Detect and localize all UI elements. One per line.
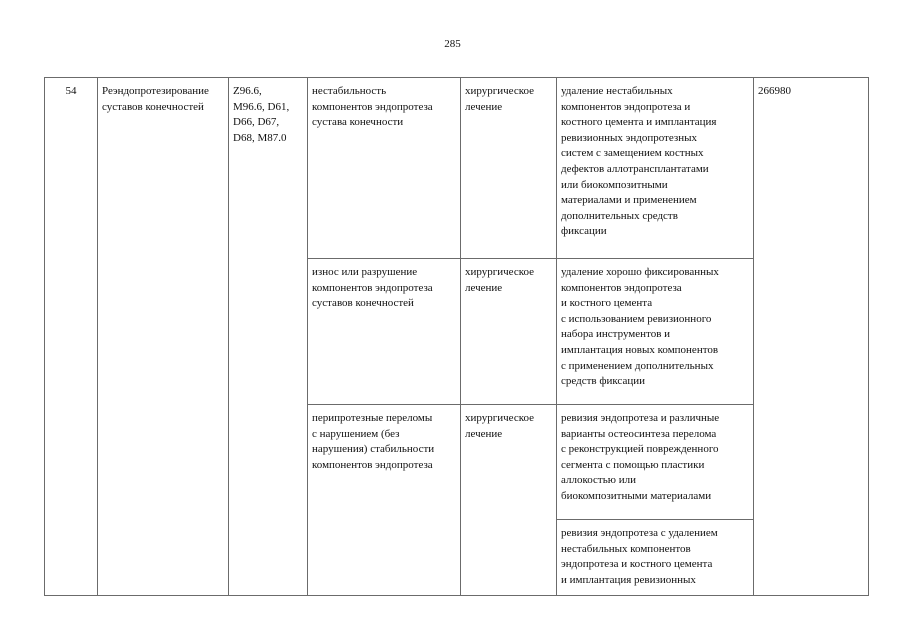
icd-codes-cell	[229, 78, 308, 596]
patient-model-line: компонентов эндопротеза	[312, 100, 433, 113]
treatment-method-line: фиксации	[561, 225, 607, 238]
treatment-type-cell	[461, 405, 557, 596]
page-number: 285	[444, 38, 461, 50]
treatment-method-line: с применением дополнительных	[561, 359, 714, 372]
row-number-cell	[45, 78, 98, 596]
treatment-method-line: нестабильных компонентов	[561, 542, 691, 555]
care-type-cell	[98, 78, 229, 596]
patient-model-line: нарушения) стабильности	[312, 443, 435, 456]
treatment-method-line: компонентов эндопротеза	[561, 281, 682, 294]
patient-model-line: суставов конечностей	[312, 297, 414, 310]
patient-model-line: износ или разрушение	[312, 266, 418, 278]
treatment-method-line: варианты остеосинтеза перелома	[561, 427, 717, 440]
treatment-method-cell	[557, 405, 754, 520]
treatment-type-line: лечение	[465, 100, 503, 113]
treatment-type-cell	[461, 259, 557, 405]
treatment-method-line: сегмента с помощью пластики	[561, 458, 705, 471]
icd-code-line: D68, M87.0	[233, 131, 287, 144]
treatment-method-cell	[557, 78, 754, 259]
treatment-method-line: биокомпозитными материалами	[561, 489, 712, 502]
icd-code-line: D66, D67,	[233, 116, 280, 129]
treatment-type-line: лечение	[465, 427, 503, 440]
treatment-method-cell	[557, 520, 754, 596]
treatment-method-line: с использованием ревизионного	[561, 312, 712, 325]
treatment-method-line: и костного цемента	[561, 297, 653, 310]
care-type-line: Реэндопротезирование	[102, 85, 209, 97]
treatment-method-line: систем с замещением костных	[561, 147, 704, 160]
row-number: 54	[65, 85, 77, 97]
patient-model-line: перипротезные переломы	[312, 412, 433, 424]
treatment-type-cell	[461, 78, 557, 259]
treatment-method-line: или биокомпозитными	[561, 178, 668, 191]
patient-model-cell	[308, 259, 461, 405]
table-row	[45, 78, 869, 259]
treatment-method-line: средств фиксации	[561, 375, 645, 388]
care-type-line: суставов конечностей	[102, 100, 204, 113]
patient-model-line: с нарушением (без	[312, 427, 400, 440]
treatment-method-line: материалами и применением	[561, 194, 697, 207]
treatment-method-line: аллокостью или	[561, 474, 636, 487]
price-value: 266980	[758, 85, 791, 97]
treatment-method-line: имплантация новых компонентов	[561, 343, 719, 356]
treatment-type-line: хирургическое	[465, 412, 535, 424]
treatment-method-line: с реконструкцией поврежденного	[561, 443, 719, 456]
treatment-method-line: набора инструментов и	[561, 328, 671, 341]
treatment-method-line: дополнительных средств	[561, 209, 678, 222]
treatment-method-line: эндопротеза и костного цемента	[561, 558, 713, 571]
patient-model-cell	[308, 78, 461, 259]
treatment-method-line: удаление нестабильных	[561, 85, 673, 97]
icd-code-line: Z96.6,	[233, 85, 262, 97]
treatment-method-line: ревизия эндопротеза и различные	[561, 412, 720, 424]
treatment-type-line: хирургическое	[465, 266, 535, 278]
treatment-method-line: удаление хорошо фиксированных	[561, 266, 719, 278]
patient-model-line: сустава конечности	[312, 116, 404, 129]
patient-model-line: компонентов эндопротеза	[312, 281, 433, 294]
treatment-method-line: ревизионных эндопротезных	[561, 131, 698, 144]
treatment-method-line: дефектов аллотрансплантатами	[561, 162, 709, 175]
treatment-method-line: костного цемента и имплантация	[561, 116, 717, 129]
medical-care-table	[44, 77, 869, 596]
icd-code-line: M96.6, D61,	[233, 100, 290, 113]
treatment-method-line: и имплантация ревизионных	[561, 573, 696, 586]
patient-model-line: компонентов эндопротеза	[312, 458, 433, 471]
treatment-method-cell	[557, 259, 754, 405]
patient-model-line: нестабильность	[312, 85, 387, 97]
patient-model-cell	[308, 405, 461, 596]
price-cell	[754, 78, 869, 596]
treatment-type-line: хирургическое	[465, 85, 535, 97]
treatment-method-line: ревизия эндопротеза с удалением	[561, 527, 718, 539]
treatment-method-line: компонентов эндопротеза и	[561, 100, 691, 113]
treatment-type-line: лечение	[465, 281, 503, 294]
